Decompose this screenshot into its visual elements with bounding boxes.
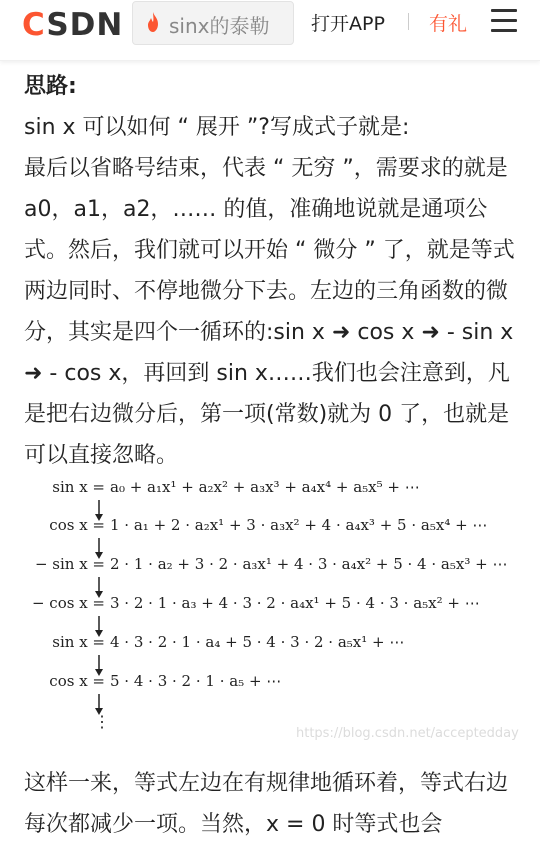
article-paragraph: sin x 可以如何 “ 展开 ”?写成式子就是: [24, 115, 410, 140]
equation-figure [0, 472, 540, 752]
equation-lhs: − cos x = [31, 594, 105, 612]
equation-lhs: cos x = [49, 672, 105, 690]
equation-rhs: 3 · 2 · 1 · a₃ + 4 · 3 · 2 · a₄x¹ + 5 · 4 · 3 · a₅x² + ⋯ [110, 594, 480, 612]
article-paragraph: 最后以省略号结束，代表 “ 无穷 ”，需要求的就是 a0，a1，a2，…… 的值，准确地说就是通项公式。然后，我们就可以开始 “ 微分 ” 了，就是等式两边同时、不停地微分下去。左边的三角函数的微分，其实是四个一循环的:sin x ➜ cos x ➜ - sin x ➜ - cos x，再回到 sin x……我们也会注意到，凡是把右边微分后，第一项(常数)就为 0 了，也就是可以直接忽略。 [24, 156, 515, 468]
logo-letters: SDN [46, 7, 124, 43]
equation-lhs: sin x = [52, 478, 105, 496]
equation-rhs: 1 · a₁ + 2 · a₂x¹ + 3 · a₃x² + 4 · a₄x³ + 5 · a₅x⁴ + ⋯ [110, 516, 488, 534]
search-query: sinx的泰勒 [169, 14, 270, 38]
equation-rhs: 2 · 1 · a₂ + 3 · 2 · a₃x¹ + 4 · 3 · a₄x² + 5 · 4 · a₅x³ + ⋯ [110, 555, 508, 573]
menu-icon[interactable] [491, 9, 517, 33]
header-divider [408, 13, 409, 30]
flame-icon [145, 11, 161, 33]
equation-rhs: 4 · 3 · 2 · 1 · a₄ + 5 · 4 · 3 · 2 · a₅x¹ + ⋯ [110, 633, 405, 651]
article-heading: 思路: [24, 74, 77, 99]
search-box[interactable] [132, 1, 294, 45]
vertical-ellipsis: ⋮ [94, 712, 110, 731]
equation-lhs: − sin x = [34, 555, 105, 573]
logo-letter-c: C [22, 7, 47, 43]
equation-lhs: sin x = [52, 633, 105, 651]
open-app-button[interactable]: 打开APP [311, 13, 385, 35]
csdn-logo[interactable] [22, 7, 123, 43]
equation-lhs: cos x = [49, 516, 105, 534]
article-body [24, 66, 520, 476]
equation-rhs: a₀ + a₁x¹ + a₂x² + a₃x³ + a₄x⁴ + a₅x⁵ + ⋯ [110, 478, 420, 496]
equation-rhs: 5 · 4 · 3 · 2 · 1 · a₅ + ⋯ [110, 672, 282, 690]
top-bar [0, 0, 540, 61]
article-paragraph: 这样一来，等式左边在有规律地循环着，等式右边每次都减少一项。当然，x = 0 时等式也会 [24, 771, 509, 837]
article-body-continued [24, 763, 520, 845]
watermark: https://blog.csdn.net/acceptedday [296, 726, 519, 741]
gift-link[interactable]: 有礼 [429, 13, 468, 35]
